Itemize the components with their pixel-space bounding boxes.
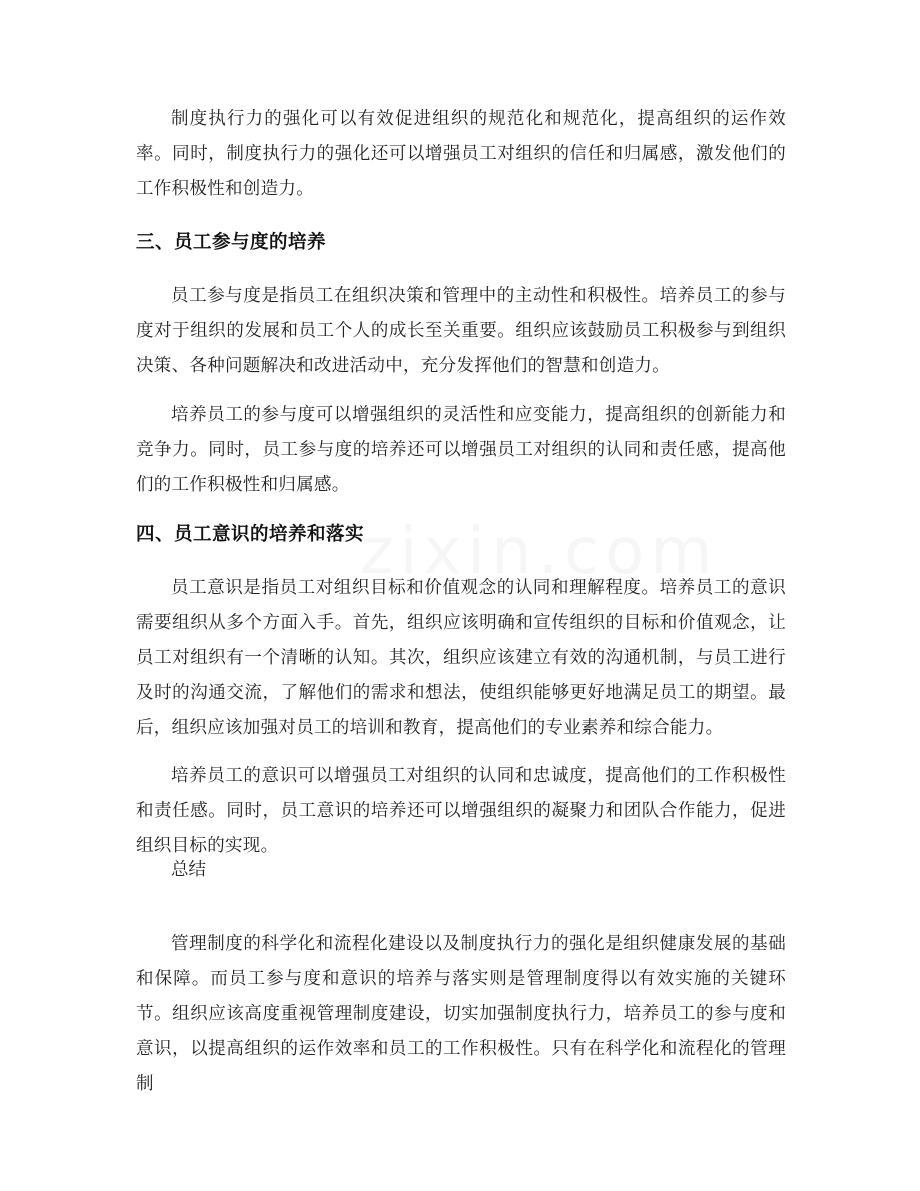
section-heading-awareness: 四、员工意识的培养和落实: [136, 524, 365, 545]
section-heading-participation: 三、员工参与度的培养: [136, 232, 327, 253]
paragraph-summary: 管理制度的科学化和流程化建设以及制度执行力的强化是组织健康发展的基础和保障。而员工参与度和意识的培养与落实则是管理制度得以有效实施的关键环节。组织应该高度重视管理制度建设，切实加强制度执行力，培养员工的参与度和意识，以提高组织的运作效率和员工的工作积极性。只有在科学化和流程化的管理制: [136, 934, 786, 1094]
paragraph-execution-strengthening: 制度执行力的强化可以有效促进组织的规范化和规范化，提高组织的运作效率。同时，制度执行力的强化还可以增强员工对组织的信任和归属感，激发他们的工作积极性和创造力。: [136, 109, 786, 199]
paragraph-participation-benefits: 培养员工的参与度可以增强组织的灵活性和应变能力，提高组织的创新能力和竞争力。同时，员工参与度的培养还可以增强员工对组织的认同和责任感，提高他们的工作积极性和归属感。: [136, 405, 786, 495]
paragraph-participation-definition: 员工参与度是指员工在组织决策和管理中的主动性和积极性。培养员工的参与度对于组织的发展和员工个人的成长至关重要。组织应该鼓励员工积极参与到组织决策、各种问题解决和改进活动中，充分发挥他们的智慧和创造力。: [136, 286, 786, 376]
paragraph-awareness-definition: 员工意识是指员工对组织目标和价值观念的认同和理解程度。培养员工的意识需要组织从多个方面入手。首先，组织应该明确和宣传组织的目标和价值观念，让员工对组织有一个清晰的认知。其次，组织应该建立有效的沟通机制，与员工进行及时的沟通交流，了解他们的需求和想法，使组织能够更好地满足员工的期望。最后，组织应该加强对员工的培训和教育，提高他们的专业素养和综合能力。: [136, 578, 786, 738]
summary-title: 总结: [171, 860, 206, 880]
paragraph-awareness-benefits: 培养员工的意识可以增强员工对组织的认同和忠诚度，提高他们的工作积极性和责任感。同时，员工意识的培养还可以增强组织的凝聚力和团队合作能力，促进组织目标的实现。: [136, 766, 786, 856]
